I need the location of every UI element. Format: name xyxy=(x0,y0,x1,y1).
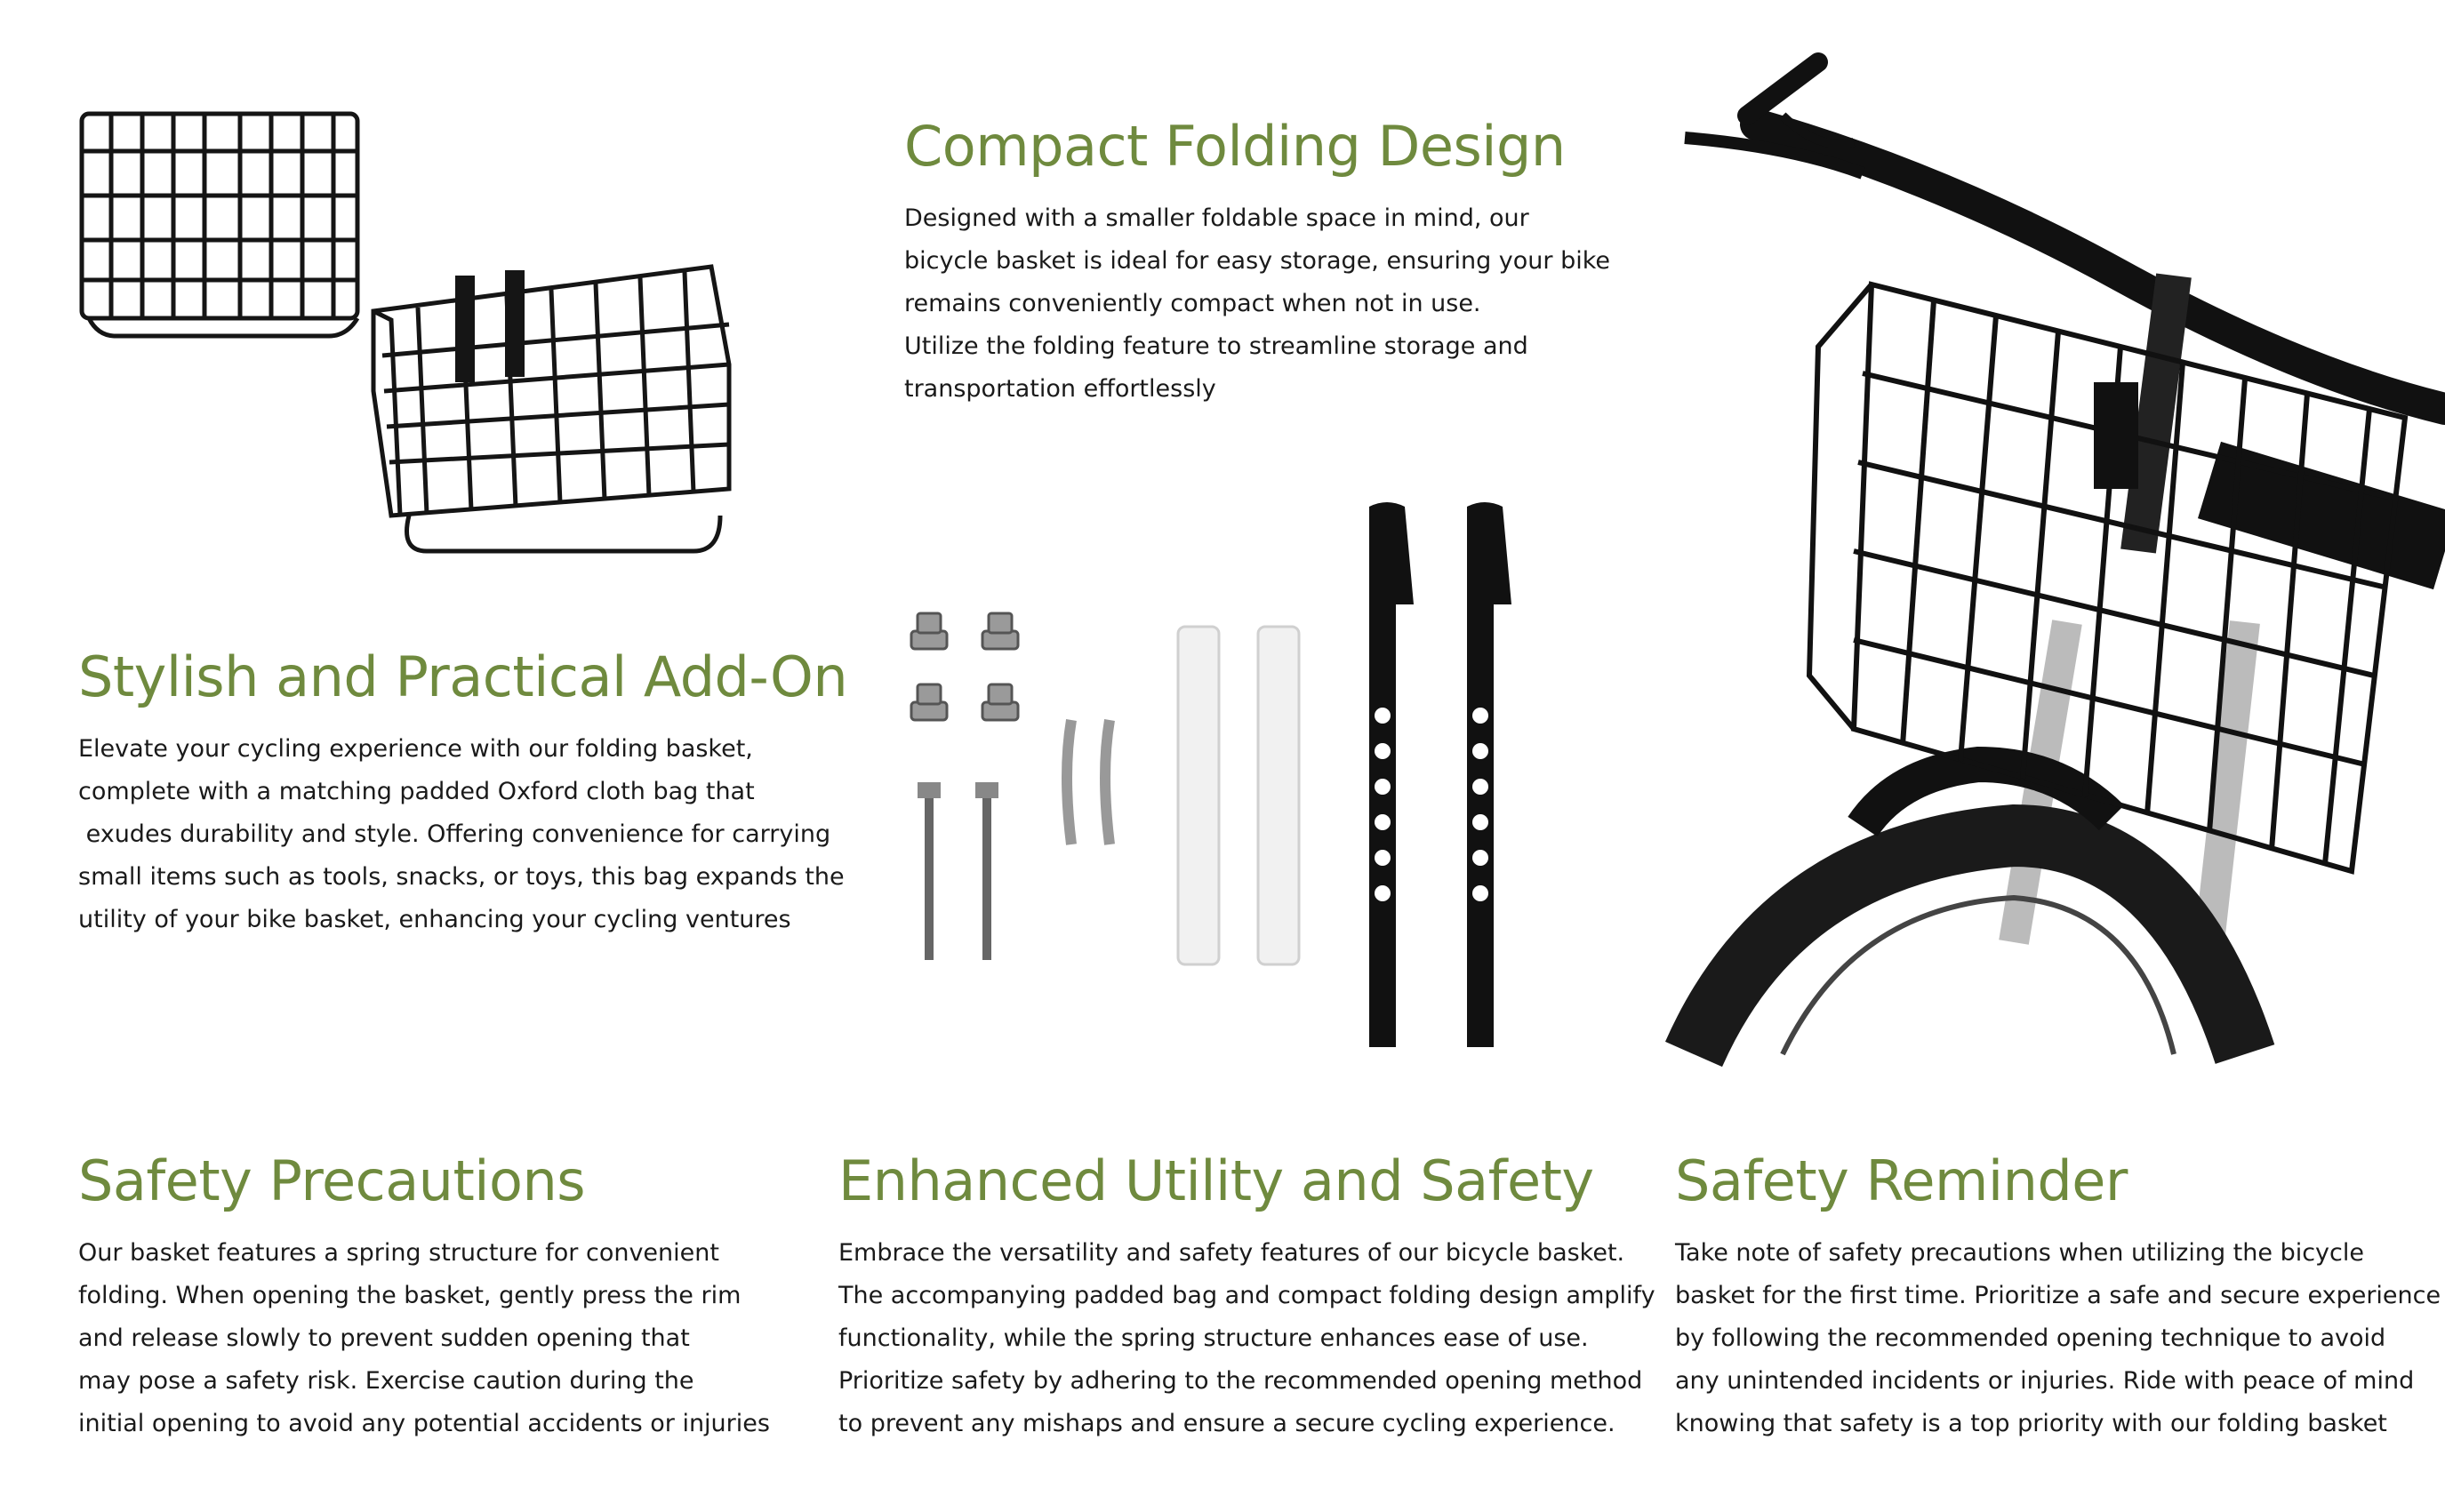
stylish-practical-text xyxy=(78,728,845,941)
enhanced-utility-heading: Enhanced Utility and Safety xyxy=(838,1148,1594,1213)
text-line: may pose a safety risk. Exercise caution during the xyxy=(78,1367,694,1395)
text-line: and release slowly to prevent sudden opening that xyxy=(78,1324,690,1352)
text-line: Utilize the folding feature to streamline storage and xyxy=(904,332,1528,360)
text-line: exudes durability and style. Offering convenience for carrying xyxy=(78,820,831,848)
text-line: Prioritize safety by adhering to the recommended opening method xyxy=(838,1367,1643,1395)
text-line: transportation effortlessly xyxy=(904,375,1216,403)
hardware-kit-image xyxy=(898,498,1538,1062)
basket-product-image xyxy=(71,98,765,578)
text-line: Embrace the versatility and safety features of our bicycle basket. xyxy=(838,1239,1625,1267)
text-line: by following the recommended opening technique to avoid xyxy=(1675,1324,2386,1352)
compact-folding-design-text xyxy=(904,197,1610,411)
bike-with-basket-image xyxy=(1676,53,2445,1054)
text-line: Elevate your cycling experience with our folding basket, xyxy=(78,735,753,763)
text-line: functionality, while the spring structure enhances ease of use. xyxy=(838,1324,1589,1352)
compact-folding-design-heading: Compact Folding Design xyxy=(904,114,1566,179)
text-line: basket for the first time. Prioritize a safe and secure experience xyxy=(1675,1282,2441,1309)
text-line: knowing that safety is a top priority with our folding basket xyxy=(1675,1410,2387,1437)
stylish-practical-heading: Stylish and Practical Add-On xyxy=(78,644,848,709)
text-line: folding. When opening the basket, gently press the rim xyxy=(78,1282,742,1309)
text-line: any unintended incidents or injuries. Ride with peace of mind xyxy=(1675,1367,2415,1395)
text-line: utility of your bike basket, enhancing your cycling ventures xyxy=(78,906,791,933)
safety-precautions-text xyxy=(78,1232,770,1445)
text-line: Take note of safety precautions when utilizing the bicycle xyxy=(1675,1239,2364,1267)
text-line: to prevent any mishaps and ensure a secure cycling experience. xyxy=(838,1410,1615,1437)
text-line: Designed with a smaller foldable space in mind, our xyxy=(904,204,1529,232)
text-line: Our basket features a spring structure for convenient xyxy=(78,1239,719,1267)
safety-precautions-heading: Safety Precautions xyxy=(78,1148,586,1213)
text-line: small items such as tools, snacks, or toys, this bag expands the xyxy=(78,863,845,891)
safety-reminder-heading: Safety Reminder xyxy=(1675,1148,2128,1213)
text-line: initial opening to avoid any potential accidents or injuries xyxy=(78,1410,770,1437)
text-line: The accompanying padded bag and compact folding design amplify xyxy=(838,1282,1655,1309)
text-line: complete with a matching padded Oxford cloth bag that xyxy=(78,778,755,805)
text-line: remains conveniently compact when not in use. xyxy=(904,290,1481,317)
text-line: bicycle basket is ideal for easy storage, ensuring your bike xyxy=(904,247,1611,275)
enhanced-utility-text xyxy=(838,1232,1655,1445)
safety-reminder-text xyxy=(1675,1232,2441,1445)
